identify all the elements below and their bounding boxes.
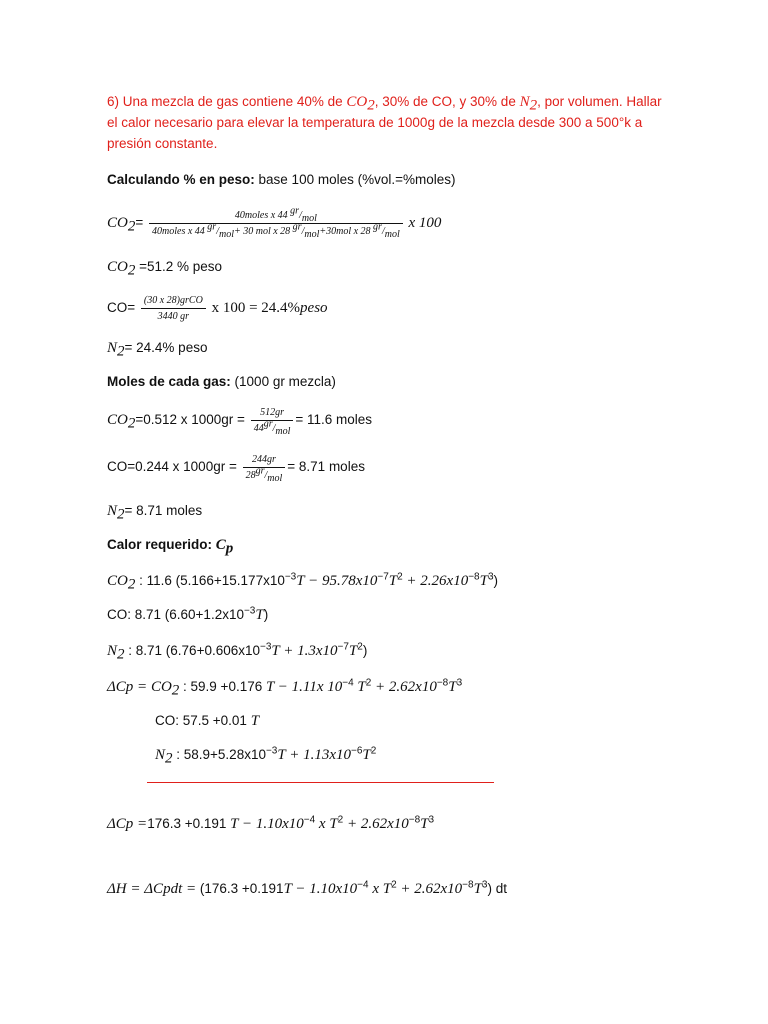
cp-co: CO: 8.71 $(6.60+1.2x10^{-3}T)$ [107,605,269,623]
dcp-co2: $\Delta Cp = CO_2$ : 59.9 +0.176 T − 1.11x $10^{-4}$ $T^2 + 2.62x10^{-8}T^3$ [107,677,463,699]
moles-co2: $CO_2=0.512$ x 1000gr = $\frac{512gr}{44^{gr}/_{mol}}$ = 11.6 moles [107,406,373,437]
problem-line-1: 6) Una mezcla de gas contiene 40% de $CO_2$, 30% de CO, y 30% de $N_2$, por volumen. Hallar [107,94,662,114]
sum-divider [147,782,494,783]
eq-co-percent: CO= $\frac{\text{(30 x 28)grCO}}{3440 gr}$ x 100 = 24.4%peso [107,294,328,322]
calc-peso-heading: Calculando % en peso: base 100 moles (%vol.=%moles) [107,172,456,187]
eq-co2-percent: $CO_2=$ $\frac{40moles x 44 ^{gr}/_{mol}}{40moles x 44 ^{gr}/_{mol}+ 30 mol x 28 ^{gr}/_{mol}+30mol x 28 ^{gr}/_{mol}}$ x 100 [107,205,442,240]
dcp-sum: ΔCp =176.3 +0.191 $T - 1.10x10^{-4}$ x $T^2 + 2.62x10^{-8}T^3$ [107,814,435,832]
moles-co: CO=0.244 x 1000gr = $\frac{244gr}{28^{gr}/_{mol}}$ = 8.71 moles [107,453,365,484]
moles-n2: $N_2= 8.71$ moles [107,503,203,523]
res-co2: $CO_2 =51.2$ % peso [107,259,223,279]
res-n2: $N_2= 24.4\%$ peso [107,340,208,360]
dcp-co: CO: 57.5 +0.01 T [155,713,260,729]
cp-co2: $CO_2$ : 11.6 $(5.166+15.177x10^{-3}T - 95.78x10^{-7}T^2 + 2.26x10^{-8}T^3)$ [107,571,499,593]
calor-heading: Calor requerido: $C_p$ [107,537,234,557]
problem-line-2: el calor necesario para elevar la temperatura de 1000g de la mezcla desde 300 a 500°k a [107,115,643,130]
moles-heading: Moles de cada gas: (1000 gr mezcla) [107,374,336,389]
problem-line-3: presión constante. [107,136,218,151]
eq-co2-fraction: $\frac{40moles x 44 ^{gr}/_{mol}}{40moles x 44 ^{gr}/_{mol}+ 30 mol x 28 ^{gr}/_{mol}+30mol x 28 ^{gr}/_{mol}}$ [149,209,403,238]
dh-equation: ΔH = ΔCpdt = ($176.3 +0.191T - 1.10x10^{-4}$ x $T^2 + 2.62x10^{-8}T^3$) dt [107,879,507,897]
cp-n2: $N_2$ : 8.71 $(6.76+0.606x10^{-3}T + 1.3x10^{-7}T^2)$ [107,641,368,663]
dcp-n2: $N_2$ : $58.9+5.28x10^{-3}T + 1.13x10^{-6}T^2$ [155,745,377,767]
